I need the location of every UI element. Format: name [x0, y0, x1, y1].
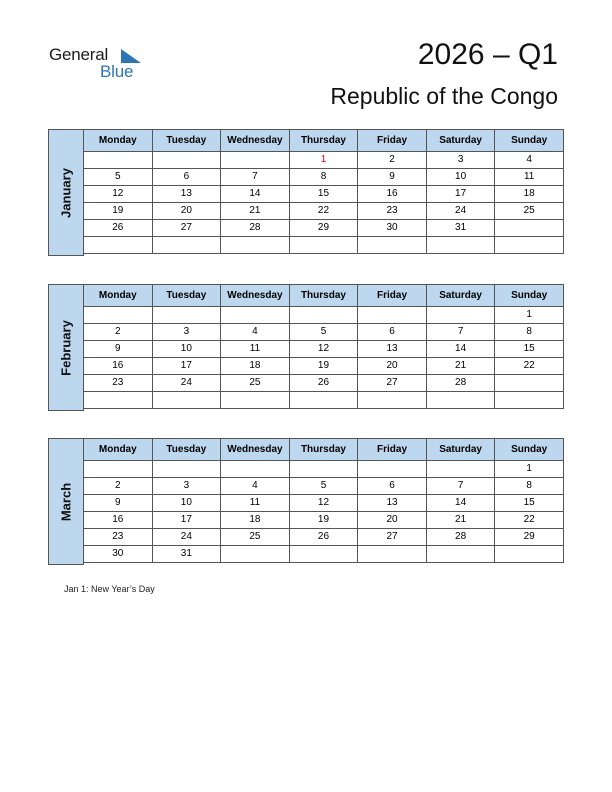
weekday-header: Tuesday: [152, 285, 221, 307]
day-cell: 4: [221, 478, 290, 495]
day-cell: 6: [358, 478, 427, 495]
day-cell: 26: [289, 375, 358, 392]
day-cell: 11: [221, 495, 290, 512]
weekday-header: Saturday: [426, 439, 495, 461]
day-cell: [358, 307, 427, 324]
weekday-header: Wednesday: [221, 439, 290, 461]
day-cell: [495, 220, 564, 237]
day-cell: 26: [289, 529, 358, 546]
month-block-february: [48, 284, 564, 411]
day-cell: [426, 461, 495, 478]
month-table: [83, 129, 564, 254]
day-cell: 18: [221, 358, 290, 375]
week-row: [84, 152, 564, 169]
day-cell: 8: [289, 169, 358, 186]
weekday-header: Friday: [358, 130, 427, 152]
week-row: [84, 358, 564, 375]
day-cell: [289, 461, 358, 478]
day-cell: 24: [152, 375, 221, 392]
weekday-header-row: [84, 439, 564, 461]
day-cell: [221, 461, 290, 478]
day-cell: [152, 461, 221, 478]
weekday-header: Tuesday: [152, 130, 221, 152]
day-cell: [495, 375, 564, 392]
weekday-header: Wednesday: [221, 130, 290, 152]
day-cell: 11: [495, 169, 564, 186]
day-cell: 26: [84, 220, 153, 237]
weekday-header: Saturday: [426, 285, 495, 307]
day-cell: [358, 392, 427, 409]
day-cell: 20: [152, 203, 221, 220]
day-cell: 20: [358, 358, 427, 375]
week-row: [84, 512, 564, 529]
day-cell: 11: [221, 341, 290, 358]
day-cell: 18: [495, 186, 564, 203]
day-cell: 25: [495, 203, 564, 220]
week-row: [84, 324, 564, 341]
day-cell: 13: [358, 341, 427, 358]
day-cell: [221, 307, 290, 324]
day-cell: [152, 152, 221, 169]
day-cell: 15: [495, 341, 564, 358]
day-cell: 4: [221, 324, 290, 341]
generalblue-logo: [49, 45, 149, 85]
day-cell: [358, 237, 427, 254]
weekday-header: Friday: [358, 285, 427, 307]
weekday-header: Thursday: [289, 439, 358, 461]
day-cell: 30: [84, 546, 153, 563]
day-cell: 28: [221, 220, 290, 237]
day-cell: 22: [289, 203, 358, 220]
day-cell: 10: [426, 169, 495, 186]
week-row: [84, 546, 564, 563]
day-cell: [495, 392, 564, 409]
day-cell: 31: [152, 546, 221, 563]
day-cell: [84, 392, 153, 409]
day-cell: 28: [426, 375, 495, 392]
day-cell: 12: [289, 495, 358, 512]
country-subtitle: Republic of the Congo: [330, 83, 558, 109]
weekday-header: Friday: [358, 439, 427, 461]
logo-blue-text: Blue: [100, 62, 134, 81]
day-cell: 15: [289, 186, 358, 203]
day-cell: 14: [221, 186, 290, 203]
week-row: [84, 341, 564, 358]
month-label-column: [48, 284, 84, 411]
day-cell: 12: [289, 341, 358, 358]
month-table: [83, 438, 564, 563]
week-row: [84, 203, 564, 220]
day-cell: 9: [358, 169, 427, 186]
day-cell: 19: [289, 358, 358, 375]
week-row: [84, 529, 564, 546]
weekday-header: Sunday: [495, 439, 564, 461]
weekday-header: Thursday: [289, 285, 358, 307]
day-cell: 23: [358, 203, 427, 220]
day-cell: 20: [358, 512, 427, 529]
day-cell: 3: [426, 152, 495, 169]
day-cell: [84, 152, 153, 169]
day-cell: 24: [152, 529, 221, 546]
week-row: [84, 220, 564, 237]
day-cell: 15: [495, 495, 564, 512]
day-cell: 27: [358, 529, 427, 546]
day-cell: 25: [221, 375, 290, 392]
weekday-header: Monday: [84, 285, 153, 307]
day-cell: [495, 237, 564, 254]
week-row: [84, 375, 564, 392]
day-cell: [221, 152, 290, 169]
week-row: [84, 307, 564, 324]
weekday-header: Monday: [84, 439, 153, 461]
day-cell: 19: [289, 512, 358, 529]
day-cell: 8: [495, 478, 564, 495]
weekday-header-row: [84, 285, 564, 307]
day-cell: 24: [426, 203, 495, 220]
day-cell: 19: [84, 203, 153, 220]
day-cell: 16: [358, 186, 427, 203]
weekday-header-row: [84, 130, 564, 152]
day-cell: 25: [221, 529, 290, 546]
day-cell: 28: [426, 529, 495, 546]
day-cell: [289, 392, 358, 409]
month-name: January: [58, 167, 74, 218]
month-name: March: [58, 482, 74, 521]
week-row: [84, 186, 564, 203]
day-cell: 31: [426, 220, 495, 237]
day-cell: [358, 546, 427, 563]
day-cell: 18: [221, 512, 290, 529]
day-cell: 13: [152, 186, 221, 203]
week-row: [84, 461, 564, 478]
day-cell: [426, 307, 495, 324]
day-cell: 13: [358, 495, 427, 512]
day-cell: [221, 546, 290, 563]
day-cell: 7: [221, 169, 290, 186]
day-cell: 3: [152, 324, 221, 341]
day-cell: 14: [426, 495, 495, 512]
day-cell: 2: [84, 324, 153, 341]
day-cell: [358, 461, 427, 478]
day-cell: 12: [84, 186, 153, 203]
weekday-header: Sunday: [495, 285, 564, 307]
day-cell: 5: [84, 169, 153, 186]
month-block-march: [48, 438, 564, 565]
day-cell: 9: [84, 341, 153, 358]
day-cell: 6: [358, 324, 427, 341]
weekday-header: Wednesday: [221, 285, 290, 307]
day-cell: [289, 307, 358, 324]
page-title: 2026 – Q1: [417, 38, 558, 71]
day-cell: 10: [152, 341, 221, 358]
day-cell: [84, 461, 153, 478]
day-cell: 23: [84, 529, 153, 546]
weekday-header: Monday: [84, 130, 153, 152]
day-cell: 21: [221, 203, 290, 220]
day-cell: 29: [495, 529, 564, 546]
month-label-column: [48, 129, 84, 256]
weekday-header: Sunday: [495, 130, 564, 152]
day-cell: 2: [358, 152, 427, 169]
logo-general-text: General: [49, 45, 109, 64]
day-cell: 3: [152, 478, 221, 495]
day-cell: 21: [426, 358, 495, 375]
month-name: February: [58, 319, 74, 376]
day-cell: 29: [289, 220, 358, 237]
day-cell: 6: [152, 169, 221, 186]
day-cell: 7: [426, 478, 495, 495]
day-cell: 5: [289, 478, 358, 495]
day-cell: [426, 237, 495, 254]
day-cell: 14: [426, 341, 495, 358]
day-cell: 4: [495, 152, 564, 169]
day-cell: 10: [152, 495, 221, 512]
day-cell: 1: [289, 152, 358, 169]
day-cell: 2: [84, 478, 153, 495]
day-cell: [84, 307, 153, 324]
weekday-header: Thursday: [289, 130, 358, 152]
week-row: [84, 169, 564, 186]
day-cell: [289, 546, 358, 563]
day-cell: [426, 392, 495, 409]
week-row: [84, 478, 564, 495]
logo-triangle-icon: [121, 49, 141, 63]
day-cell: 7: [426, 324, 495, 341]
holiday-note: Jan 1: New Year’s Day: [64, 584, 155, 594]
week-row: [84, 237, 564, 254]
day-cell: 23: [84, 375, 153, 392]
day-cell: [152, 307, 221, 324]
day-cell: 16: [84, 358, 153, 375]
day-cell: 5: [289, 324, 358, 341]
day-cell: 27: [152, 220, 221, 237]
day-cell: 8: [495, 324, 564, 341]
day-cell: 16: [84, 512, 153, 529]
day-cell: 17: [152, 358, 221, 375]
day-cell: 1: [495, 307, 564, 324]
day-cell: 9: [84, 495, 153, 512]
day-cell: [289, 237, 358, 254]
day-cell: [152, 237, 221, 254]
day-cell: 1: [495, 461, 564, 478]
day-cell: 30: [358, 220, 427, 237]
day-cell: 22: [495, 512, 564, 529]
week-row: [84, 392, 564, 409]
day-cell: [221, 392, 290, 409]
day-cell: 21: [426, 512, 495, 529]
day-cell: [152, 392, 221, 409]
day-cell: [221, 237, 290, 254]
weekday-header: Tuesday: [152, 439, 221, 461]
day-cell: [426, 546, 495, 563]
day-cell: 17: [426, 186, 495, 203]
day-cell: [495, 546, 564, 563]
day-cell: 27: [358, 375, 427, 392]
month-label-column: [48, 438, 84, 565]
day-cell: 17: [152, 512, 221, 529]
month-block-january: [48, 129, 564, 256]
month-table: [83, 284, 564, 409]
week-row: [84, 495, 564, 512]
day-cell: [84, 237, 153, 254]
weekday-header: Saturday: [426, 130, 495, 152]
day-cell: 22: [495, 358, 564, 375]
